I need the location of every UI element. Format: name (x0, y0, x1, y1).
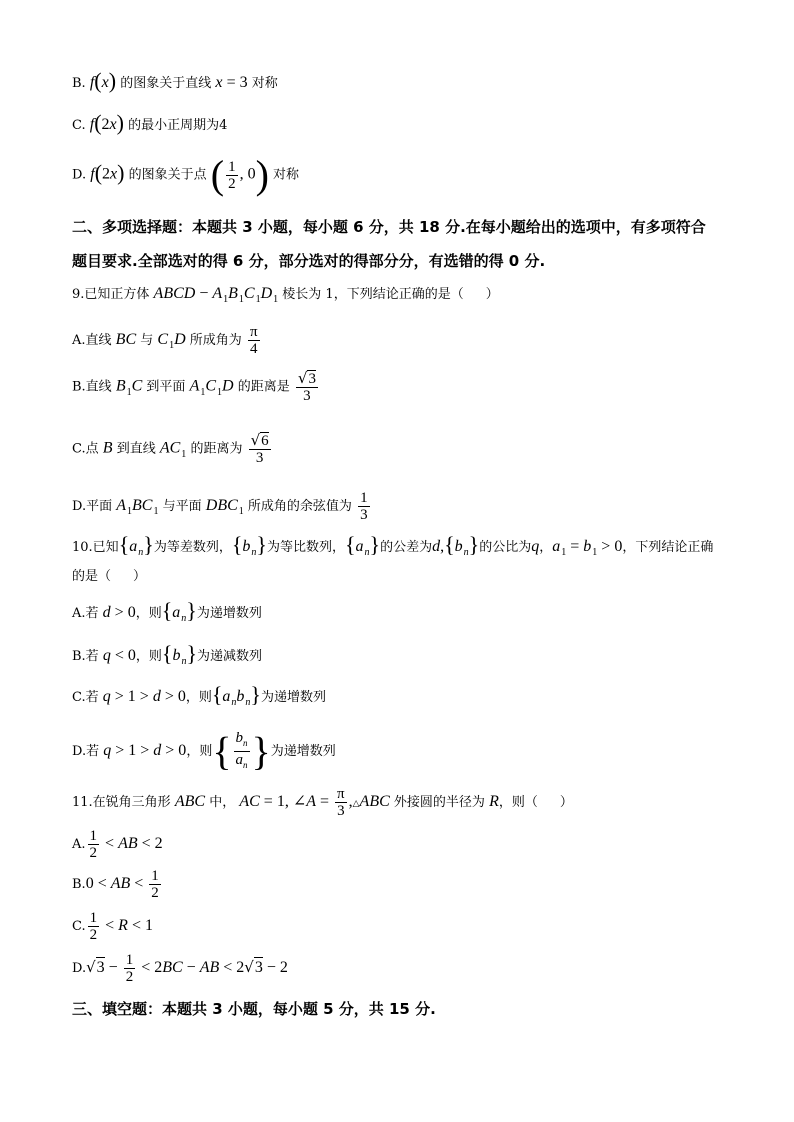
option-eq: = 3 (226, 74, 248, 91)
q9-stem: 9.已知正方体 ABCD − $A_1B_1C_1D_1$ 棱长为 1，下列结论正确的是（ ） (72, 285, 499, 305)
option-text: 的图象关于直线 (120, 76, 212, 91)
q11-stem: 11.在锐角三角形 ABC 中， AC = 1, ∠A = $\frac{\pi}{3}$ ,△ABC 外接圆的半径为 R，则（ ） (72, 786, 573, 819)
option-d-prev: D. f(2x) 的图象关于点 ( $\frac{1}{2}$ , 0) 对称 (72, 152, 300, 197)
q11-option-d: D.√3 − $\frac{1}{2}$ < 2BC − AB < 2√3 − 2 (72, 952, 288, 985)
option-b-prev: B. f(x) 的图象关于直线 x = 3 对称 (72, 68, 278, 93)
q10-stem: 10.已知$\{a_n\}$为等差数列，$\{b_n\}$为等比数列，$\{a_n\}$的公差为$d,\{b_n\}$的公比为q，$a_1 = b_1 > 0$，下列结论正确 (72, 532, 714, 558)
option-text: 的最小正周期为4 (128, 118, 228, 133)
option-c-prev: C. f(2x) 的最小正周期为4 (72, 110, 228, 135)
q10-option-c: C.若 q > 1 > d > 0，则$\{a_nb_n\}$为递增数列 (72, 682, 326, 708)
option-tail: 对称 (251, 76, 278, 91)
q9-option-d: D.平面 $A_1BC_1$ 与平面 $DBC_1$ 所成角的余弦值为 $\frac{1}{3}$ (72, 490, 368, 523)
q9-option-c: C.点 B 到直线 $AC_1$ 的距离为 $\frac{√6}{3}$ (72, 431, 269, 466)
option-label: C. (72, 118, 86, 133)
q10-option-a: A.若 d > 0，则$\{a_n\}$为递增数列 (72, 598, 262, 624)
q10-option-d: D.若 q > 1 > d > 0，则{ $\frac{b_n}{a_n}$ }为递增数列 (72, 728, 336, 774)
q10-stem-line2: 的是（ ） (72, 569, 147, 584)
q10-option-b: B.若 q < 0，则$\{b_n\}$为递减数列 (72, 641, 263, 667)
section2-title-line1: 二、多项选择题：本题共 3 小题，每小题 6 分，共 18 分.在每小题给出的选项中，有多项符合 (72, 218, 706, 236)
q11-option-a: A. $\frac{1}{2}$ < AB < 2 (72, 828, 163, 861)
option-text: 的图象关于点 (128, 167, 207, 183)
section3-title: 三、填空题：本题共 3 小题，每小题 5 分，共 15 分. (72, 1000, 436, 1018)
q11-option-b: B.0 < AB < $\frac{1}{2}$ (72, 868, 159, 901)
option-label: B. (72, 76, 86, 91)
section2-title-line2: 题目要求.全部选对的得 6 分，部分选对的得部分分，有选错的得 0 分. (72, 252, 546, 270)
q9-option-b: B.直线 $B_1C$ 到平面 $A_1C_1D$ 的距离是 $\frac{√3}{3}$ (72, 369, 316, 404)
option-tail: 对称 (273, 167, 300, 183)
q11-option-c: C. $\frac{1}{2}$ < R < 1 (72, 910, 153, 943)
option-label: D. (72, 167, 87, 183)
q9-option-a: A.直线 BC 与 $C_1D$ 所成角为 $\frac{\pi}{4}$ (72, 324, 258, 357)
